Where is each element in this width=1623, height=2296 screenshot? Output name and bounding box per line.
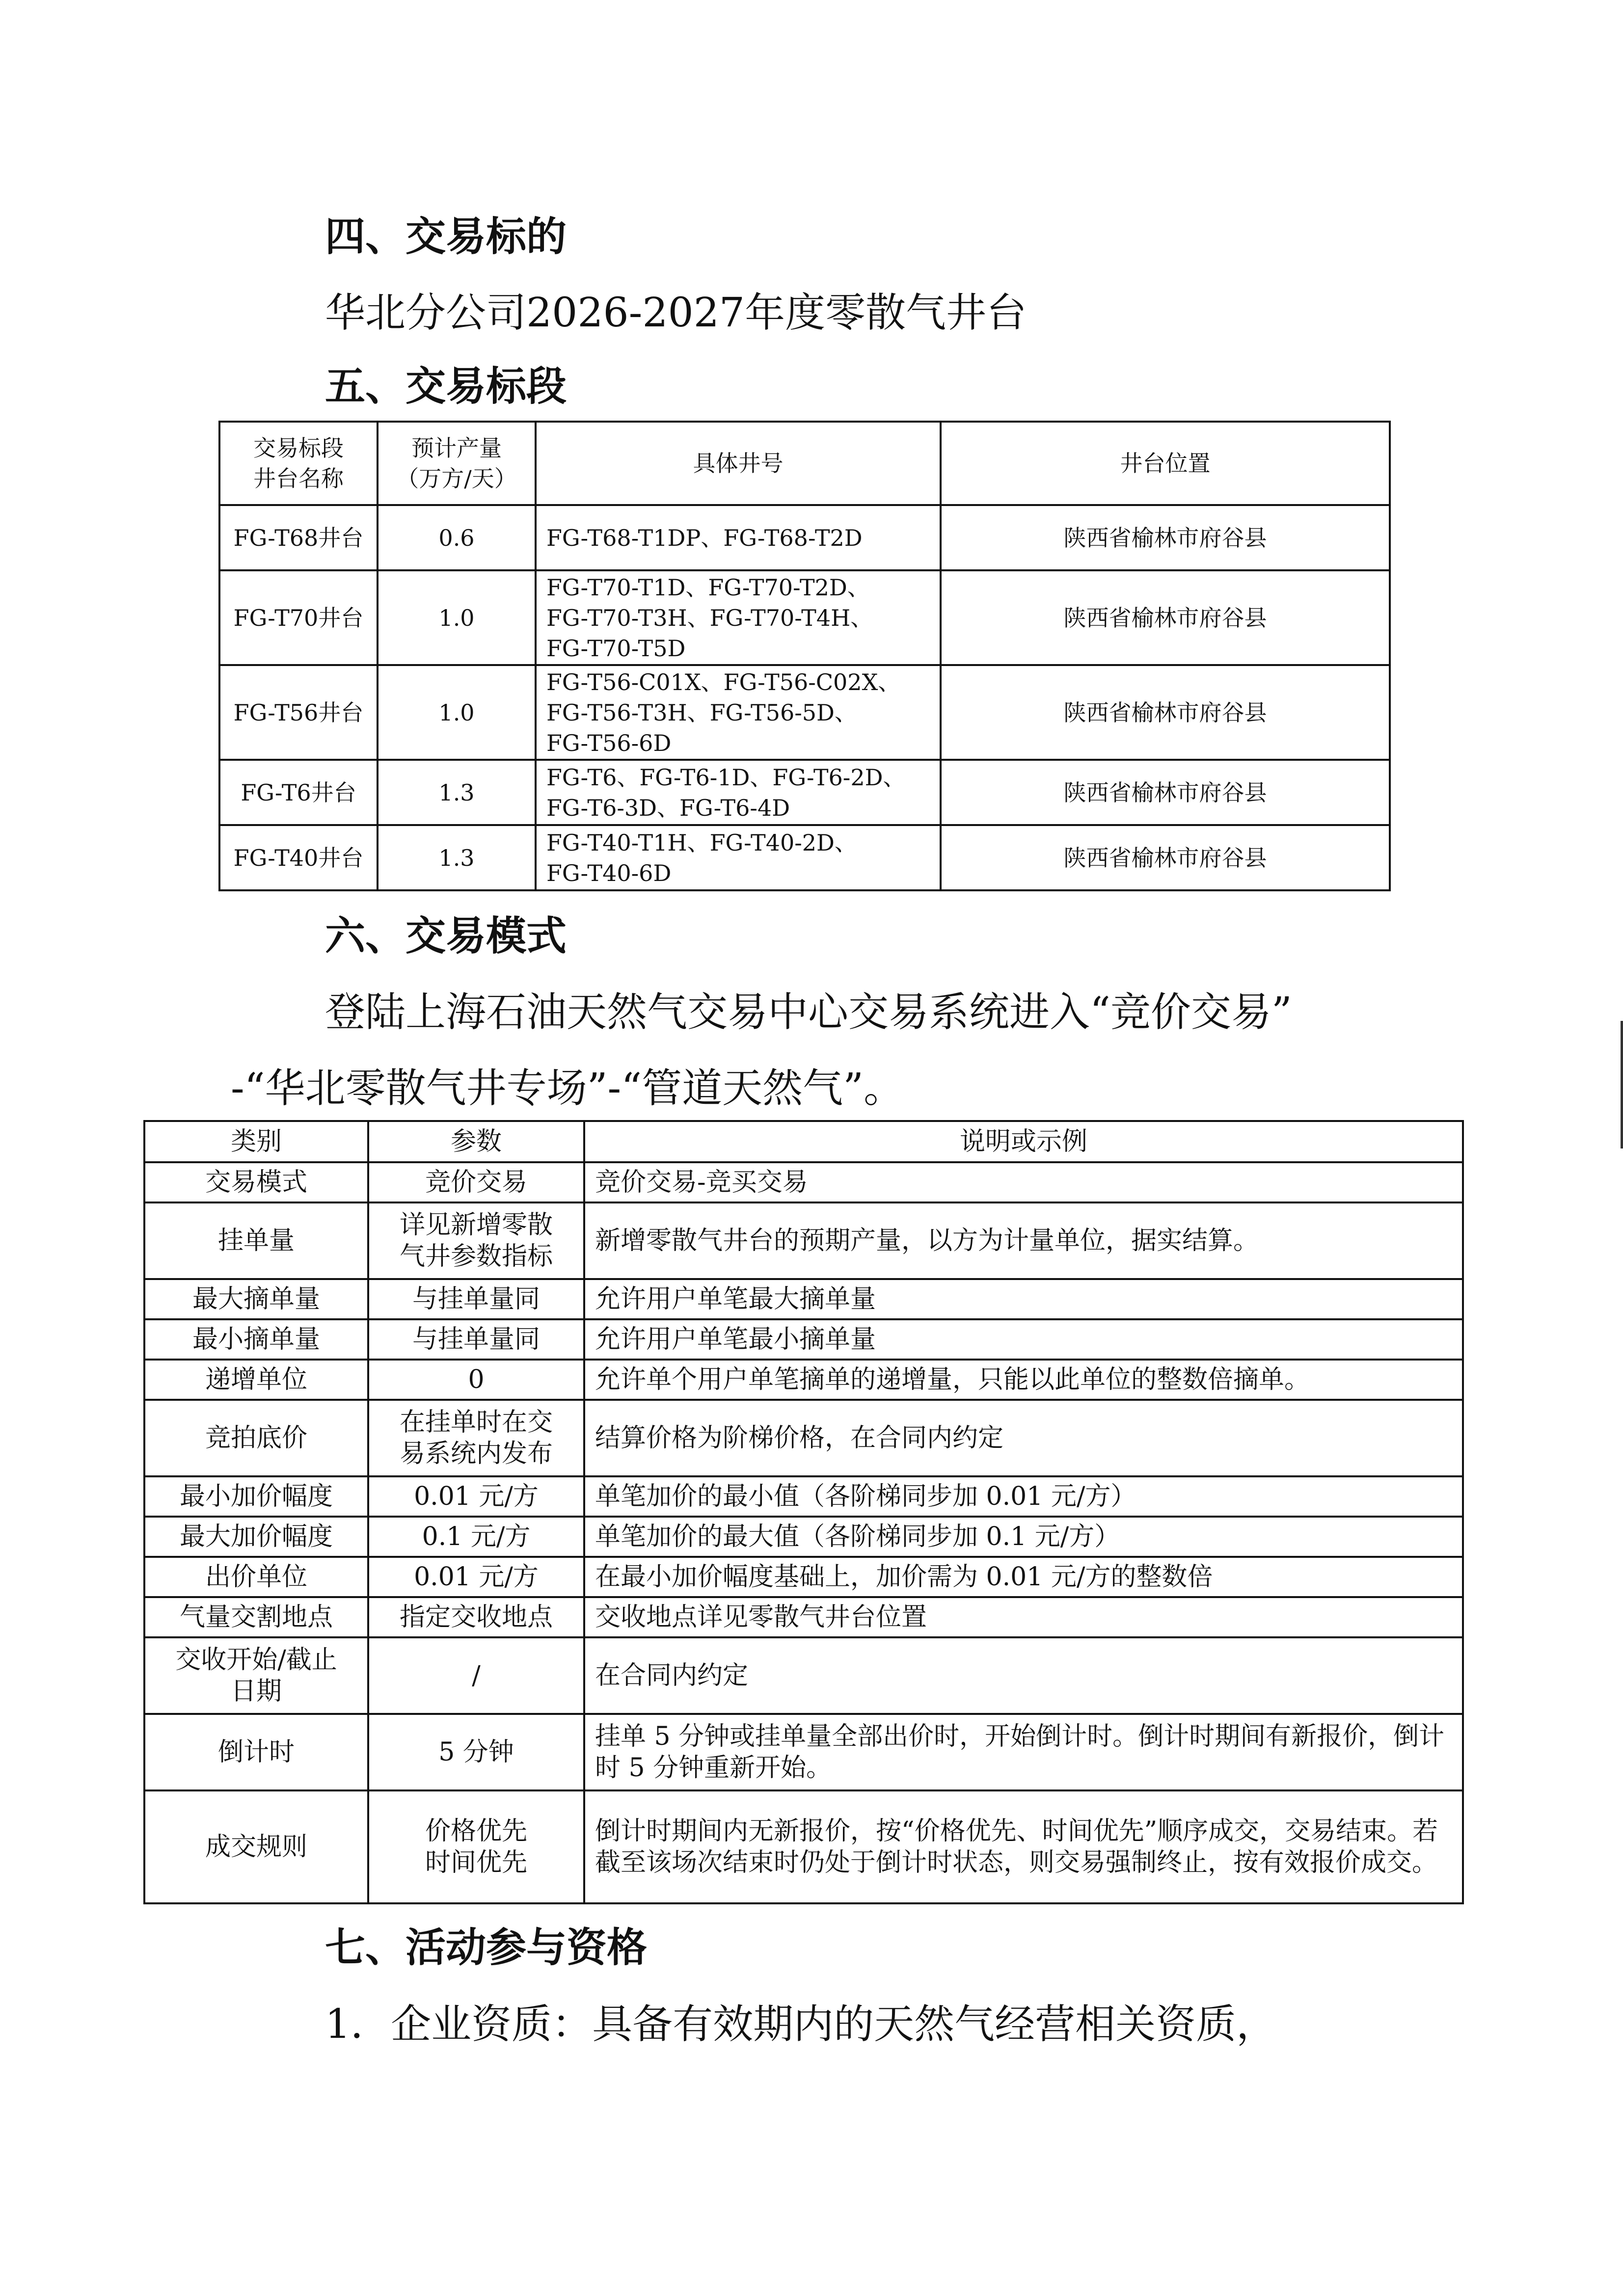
section-7-title: 七、活动参与资格 xyxy=(325,1924,648,1971)
table-row xyxy=(144,1202,1463,1279)
lot-output: 1.3 xyxy=(378,760,536,825)
mode-desc: 允许单个用户单笔摘单的递增量，只能以此单位的整数倍摘单。 xyxy=(584,1360,1463,1400)
mode-category: 交收开始/截止 日期 xyxy=(144,1637,368,1714)
section-5-title: 五、交易标段 xyxy=(325,363,567,410)
mode-category: 最小摘单量 xyxy=(144,1319,368,1360)
lot-wells: FG-T40-T1H、FG-T40-2D、 FG-T40-6D xyxy=(536,825,941,890)
table-row xyxy=(144,1637,1463,1714)
mode-category: 竞拍底价 xyxy=(144,1400,368,1476)
lot-wells: FG-T6、FG-T6-1D、FG-T6-2D、 FG-T6-3D、FG-T6-4D xyxy=(536,760,941,825)
mode-category: 挂单量 xyxy=(144,1202,368,1279)
table-row xyxy=(219,760,1390,825)
table-row xyxy=(219,505,1390,570)
mode-param: 在挂单时在交 易系统内发布 xyxy=(368,1400,584,1476)
lot-location: 陕西省榆林市府谷县 xyxy=(941,665,1390,760)
mode-header-param: 参数 xyxy=(368,1121,584,1162)
mode-desc: 允许用户单笔最小摘单量 xyxy=(584,1319,1463,1360)
mode-table-header xyxy=(144,1121,1463,1162)
mode-category: 成交规则 xyxy=(144,1790,368,1903)
table-row xyxy=(144,1714,1463,1790)
mode-param: 价格优先 时间优先 xyxy=(368,1790,584,1903)
lots-header-output: 预计产量 （万方/天） xyxy=(378,422,536,505)
mode-param: 与挂单量同 xyxy=(368,1319,584,1360)
table-row xyxy=(144,1597,1463,1637)
table-row xyxy=(144,1790,1463,1903)
mode-desc: 竞价交易-竞买交易 xyxy=(584,1162,1463,1202)
mode-category: 最大加价幅度 xyxy=(144,1517,368,1557)
mode-param: 0.01 元/方 xyxy=(368,1557,584,1597)
lot-output: 0.6 xyxy=(378,505,536,570)
lots-table xyxy=(218,421,1391,891)
table-row xyxy=(219,570,1390,665)
mode-desc: 单笔加价的最大值（各阶梯同步加 0.1 元/方） xyxy=(584,1517,1463,1557)
section-4-title: 四、交易标的 xyxy=(325,214,567,260)
mode-category: 最小加价幅度 xyxy=(144,1476,368,1517)
table-row xyxy=(144,1557,1463,1597)
lot-output: 1.0 xyxy=(378,570,536,665)
lot-location: 陕西省榆林市府谷县 xyxy=(941,825,1390,890)
mode-param: 指定交收地点 xyxy=(368,1597,584,1637)
mode-desc: 新增零散气井台的预期产量，以方为计量单位，据实结算。 xyxy=(584,1202,1463,1279)
mode-desc: 交收地点详见零散气井台位置 xyxy=(584,1597,1463,1637)
mode-category: 出价单位 xyxy=(144,1557,368,1597)
table-row xyxy=(219,825,1390,890)
mode-category: 最大摘单量 xyxy=(144,1279,368,1319)
mode-param: 5 分钟 xyxy=(368,1714,584,1790)
table-row xyxy=(144,1517,1463,1557)
lot-location: 陕西省榆林市府谷县 xyxy=(941,570,1390,665)
mode-desc: 结算价格为阶梯价格，在合同内约定 xyxy=(584,1400,1463,1476)
table-row xyxy=(144,1162,1463,1202)
lot-wells: FG-T68-T1DP、FG-T68-T2D xyxy=(536,505,941,570)
mode-desc: 挂单 5 分钟或挂单量全部出价时，开始倒计时。倒计时期间有新报价，倒计时 5 分钟重新开始。 xyxy=(584,1714,1463,1790)
mode-header-category: 类别 xyxy=(144,1121,368,1162)
section-6-text-line2: -“华北零散气井专场”-“管道天然气”。 xyxy=(231,1065,904,1112)
lot-location: 陕西省榆林市府谷县 xyxy=(941,760,1390,825)
lots-header-name: 交易标段 井台名称 xyxy=(219,422,378,505)
mode-param: / xyxy=(368,1637,584,1714)
lot-name: FG-T70井台 xyxy=(219,570,378,665)
scan-edge-mark xyxy=(1621,1021,1623,1148)
lots-header-wells: 具体井号 xyxy=(536,422,941,505)
mode-category: 倒计时 xyxy=(144,1714,368,1790)
lot-output: 1.3 xyxy=(378,825,536,890)
table-row xyxy=(144,1279,1463,1319)
lot-wells: FG-T70-T1D、FG-T70-T2D、 FG-T70-T3H、FG-T70-T4H、 FG-T70-T5D xyxy=(536,570,941,665)
lot-wells: FG-T56-C01X、FG-T56-C02X、 FG-T56-T3H、FG-T56-5D、 FG-T56-6D xyxy=(536,665,941,760)
mode-desc: 在合同内约定 xyxy=(584,1637,1463,1714)
mode-desc: 倒计时期间内无新报价，按“价格优先、时间优先”顺序成交，交易结束。若截至该场次结束时仍处于倒计时状态，则交易强制终止，按有效报价成交。 xyxy=(584,1790,1463,1903)
mode-param: 竞价交易 xyxy=(368,1162,584,1202)
lot-name: FG-T40井台 xyxy=(219,825,378,890)
lots-header-location: 井台位置 xyxy=(941,422,1390,505)
lot-output: 1.0 xyxy=(378,665,536,760)
table-row xyxy=(144,1476,1463,1517)
mode-table xyxy=(143,1120,1464,1904)
section-4-text: 华北分公司2026-2027年度零散气井台 xyxy=(325,290,1027,336)
section-6-text-line1: 登陆上海石油天然气交易中心交易系统进入“竞价交易” xyxy=(325,989,1292,1036)
mode-desc: 单笔加价的最小值（各阶梯同步加 0.01 元/方） xyxy=(584,1476,1463,1517)
mode-param: 0.1 元/方 xyxy=(368,1517,584,1557)
table-row xyxy=(144,1400,1463,1476)
mode-category: 交易模式 xyxy=(144,1162,368,1202)
lot-name: FG-T68井台 xyxy=(219,505,378,570)
section-7-item-1: 1．企业资质：具备有效期内的天然气经营相关资质， xyxy=(325,2001,1277,2048)
lots-table-header xyxy=(219,422,1390,505)
mode-header-desc: 说明或示例 xyxy=(584,1121,1463,1162)
mode-category: 气量交割地点 xyxy=(144,1597,368,1637)
mode-param: 0 xyxy=(368,1360,584,1400)
table-row xyxy=(144,1360,1463,1400)
mode-category: 递增单位 xyxy=(144,1360,368,1400)
table-row xyxy=(144,1319,1463,1360)
lot-name: FG-T56井台 xyxy=(219,665,378,760)
mode-desc: 允许用户单笔最大摘单量 xyxy=(584,1279,1463,1319)
mode-param: 0.01 元/方 xyxy=(368,1476,584,1517)
mode-desc: 在最小加价幅度基础上，加价需为 0.01 元/方的整数倍 xyxy=(584,1557,1463,1597)
section-6-title: 六、交易模式 xyxy=(325,913,567,960)
mode-param: 与挂单量同 xyxy=(368,1279,584,1319)
table-row xyxy=(219,665,1390,760)
lot-name: FG-T6井台 xyxy=(219,760,378,825)
lot-location: 陕西省榆林市府谷县 xyxy=(941,505,1390,570)
mode-param: 详见新增零散 气井参数指标 xyxy=(368,1202,584,1279)
